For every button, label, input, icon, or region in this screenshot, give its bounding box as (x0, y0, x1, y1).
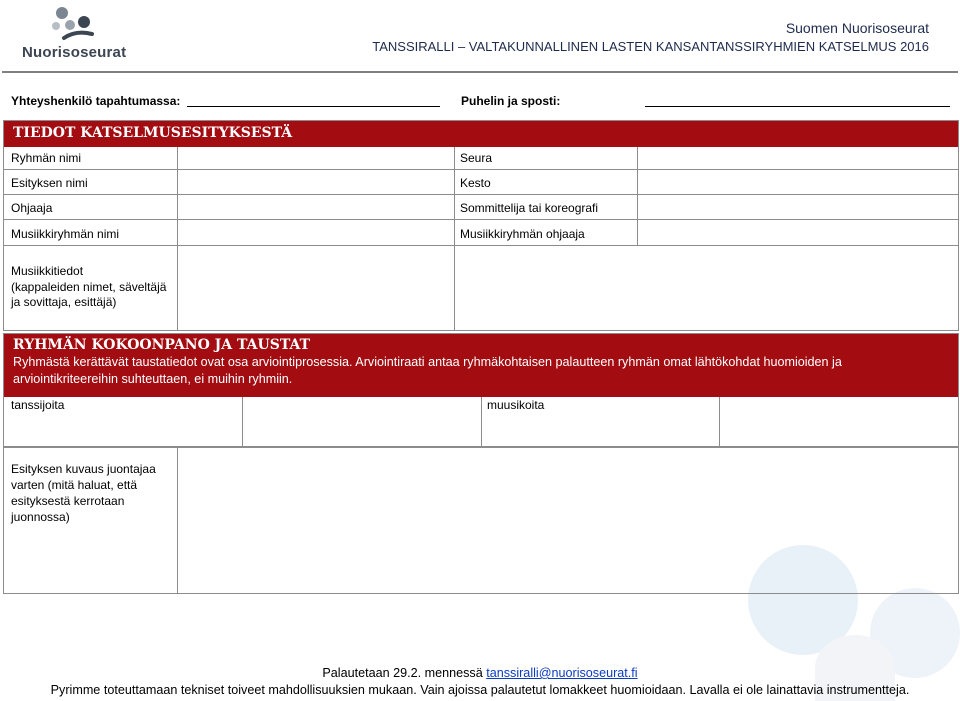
logo-text: Nuorisoseurat (22, 44, 127, 61)
musicians-count-field[interactable] (720, 398, 958, 446)
group-section-description-cont: arviointikriteereihin suhteuttaen, ei muihin ryhmiin. (13, 372, 293, 386)
row-divider (4, 219, 958, 220)
phone-email-label: Puhelin ja sposti: (461, 94, 561, 108)
column-divider (481, 397, 482, 446)
performance-name-label: Esityksen nimi (11, 176, 88, 190)
return-deadline (0, 666, 960, 680)
club-field[interactable] (638, 148, 958, 169)
contact-person-line[interactable] (187, 106, 440, 107)
music-group-leader-label: Musiikkiryhmän ohjaaja (460, 227, 585, 241)
group-section-description: Ryhmästä kerättävät taustatiedot ovat osa arviointiprosessia. Arviointiraati antaa ryhmäkohtaisen palautteen ryhmän omat lähtökohdat huomioiden ja (13, 355, 842, 369)
host-description-label-cont: esityksestä kerrotaan (11, 494, 125, 508)
row-divider (4, 245, 958, 246)
logo-figures-icon (48, 4, 98, 42)
host-description-label-cont: varten (mitä haluat, että (11, 478, 138, 492)
music-info-sublabel: ja sovittaja, esittäjä) (11, 295, 117, 309)
performance-section-title: TIEDOT KATSELMUSESITYKSESTÄ (13, 125, 293, 141)
row-divider (4, 169, 958, 170)
performance-section-header (4, 121, 958, 147)
director-label: Ohjaaja (11, 201, 53, 215)
music-info-field[interactable] (178, 246, 454, 331)
musicians-label: muusikoita (487, 398, 545, 412)
group-name-label: Ryhmän nimi (11, 151, 82, 165)
host-description-label-cont: juonnossa) (11, 510, 70, 524)
group-section-title: RYHMÄN KOKOONPANO JA TAUSTAT (13, 337, 311, 353)
club-label: Seura (460, 151, 493, 165)
host-description-label: Esityksen kuvaus juontajaa (11, 462, 156, 476)
duration-label: Kesto (460, 176, 491, 190)
dancers-count-field[interactable] (243, 398, 481, 446)
music-info-sublabel: (kappaleiden nimet, säveltäjä (11, 280, 167, 294)
choreographer-label: Sommittelija tai koreografi (460, 201, 599, 215)
music-info-label: Musiikkitiedot (11, 264, 84, 278)
music-group-name-label: Musiikkiryhmän nimi (11, 227, 120, 241)
event-title: TANSSIRALLI – VALTAKUNNALLINEN LASTEN KANSANTANSSIRYHMIEN KATSELMUS 2016 (372, 39, 929, 54)
column-divider (454, 147, 455, 331)
group-section-header (4, 334, 958, 397)
host-description-field[interactable] (178, 448, 958, 593)
row-divider (4, 194, 958, 195)
phone-email-line[interactable] (645, 106, 950, 107)
nuorisoseurat-logo (22, 4, 127, 62)
header-divider (2, 71, 958, 73)
group-name-field[interactable] (178, 148, 454, 169)
dancers-label: tanssijoita (11, 398, 65, 412)
contact-person-label: Yhteyshenkilö tapahtumassa: (11, 94, 181, 108)
footer-note: Pyrimme toteuttamaan tekniset toiveet mahdollisuuksien mukaan. Vain ajoissa palautetut lomakkeet huomioidaan. Lavalla ei ole lainattavia instrumentteja. (50, 683, 910, 697)
email-link[interactable]: tanssiralli@nuorisoseurat.fi (486, 666, 638, 680)
organization-name: Suomen Nuorisoseurat (785, 20, 929, 36)
deadline-text: Palautetaan 29.2. mennessä (322, 666, 483, 680)
